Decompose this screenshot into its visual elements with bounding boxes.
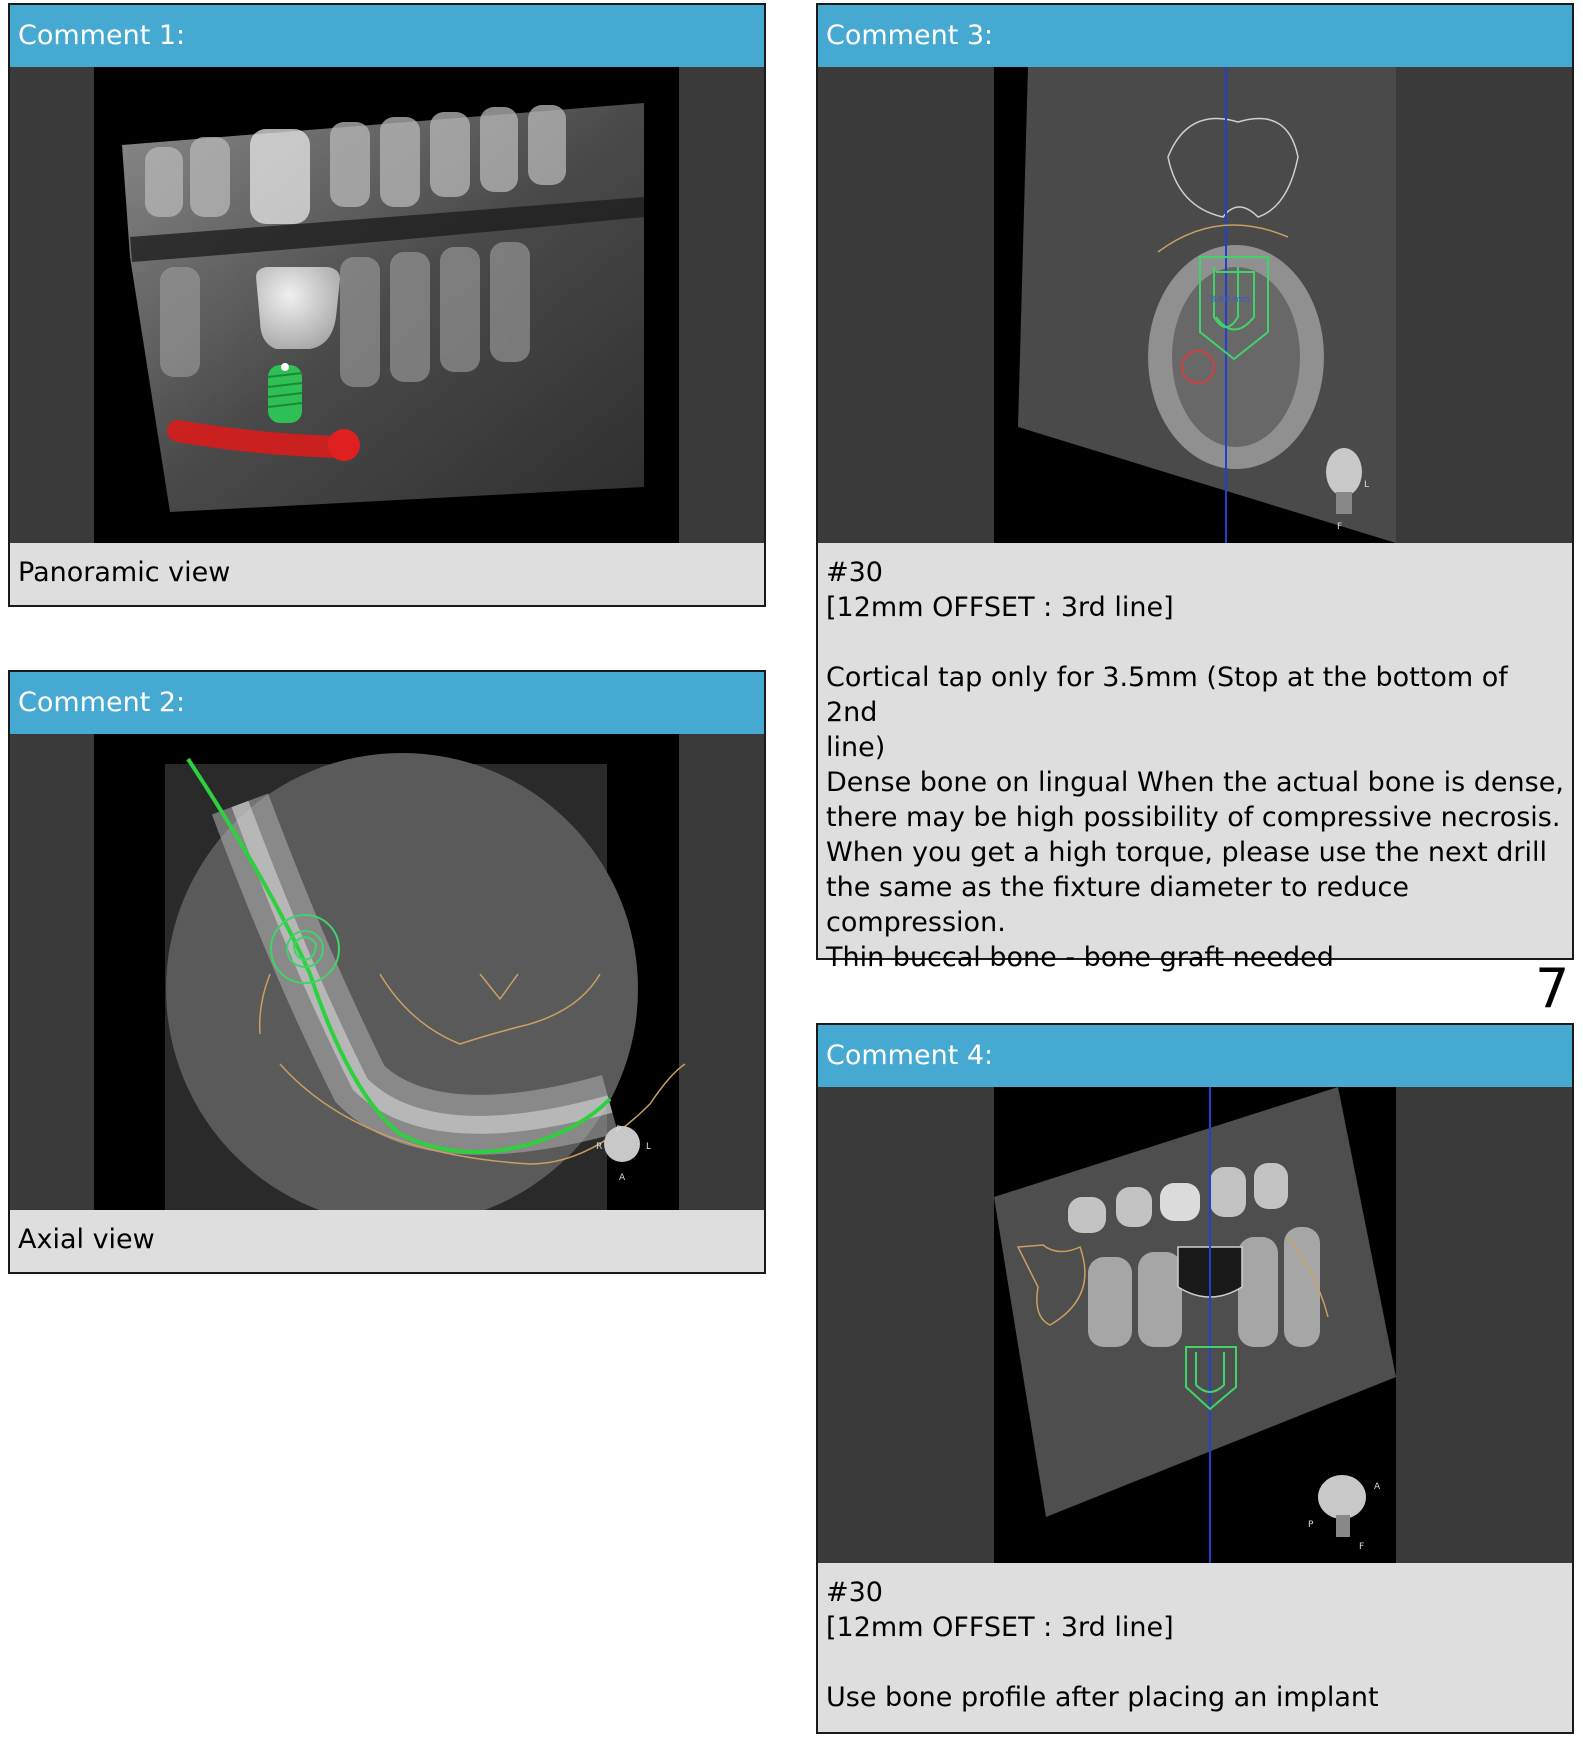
panel-header: Comment 3: bbox=[818, 5, 1572, 67]
panel-caption bbox=[818, 1563, 1572, 1723]
page-number: 7 bbox=[1535, 957, 1570, 1020]
orientation-label: A bbox=[1374, 1482, 1381, 1492]
comment-panel-4 bbox=[816, 1023, 1574, 1734]
caption-line: Dense bone on lingual When the actual bone is dense, bbox=[826, 767, 1564, 798]
sagittal-ct bbox=[818, 1087, 1572, 1563]
cross-section-ct bbox=[818, 67, 1572, 543]
panel-caption bbox=[10, 543, 764, 598]
orientation-label: L bbox=[646, 1142, 652, 1152]
sagittal-image bbox=[818, 1087, 1572, 1563]
caption-line bbox=[826, 625, 1564, 660]
caption-line: Axial view bbox=[18, 1224, 155, 1255]
panel-caption bbox=[818, 543, 1572, 983]
caption-line: Cortical tap only for 3.5mm (Stop at the bottom of 2nd bbox=[826, 662, 1508, 728]
axial-image bbox=[10, 734, 764, 1210]
measurement-label: 3.60 mm bbox=[1210, 295, 1251, 305]
caption-line bbox=[826, 1645, 1564, 1680]
orientation-label: P bbox=[1308, 1520, 1314, 1530]
caption-line: Thin buccal bone - bone graft needed bbox=[826, 942, 1334, 973]
caption-line: Panoramic view bbox=[18, 557, 231, 588]
orientation-label: F bbox=[1337, 522, 1343, 532]
orientation-label: F bbox=[1359, 1542, 1365, 1552]
orientation-label: P bbox=[616, 1125, 622, 1135]
axial-ct bbox=[10, 734, 764, 1210]
panoramic-xray bbox=[10, 67, 764, 543]
caption-line: #30 bbox=[826, 557, 883, 588]
comment-panel-1 bbox=[8, 3, 766, 607]
orientation-label: R bbox=[596, 1142, 603, 1152]
caption-line: Use bone profile after placing an implant bbox=[826, 1682, 1379, 1713]
orientation-label: A bbox=[619, 1173, 626, 1183]
panel-header: Comment 4: bbox=[818, 1025, 1572, 1087]
panel-caption bbox=[10, 1210, 764, 1265]
orientation-label: L bbox=[1364, 480, 1370, 490]
cross-section-image bbox=[818, 67, 1572, 543]
implant-fixture bbox=[268, 363, 302, 423]
caption-line: line) bbox=[826, 732, 886, 763]
caption-line: When you get a high torque, please use the next drill bbox=[826, 837, 1548, 868]
caption-line: [12mm OFFSET : 3rd line] bbox=[826, 592, 1174, 623]
caption-line: #30 bbox=[826, 1577, 883, 1608]
panel-header: Comment 1: bbox=[10, 5, 764, 67]
planned-crown bbox=[256, 267, 340, 349]
comment-panel-2 bbox=[8, 670, 766, 1274]
comment-panel-3 bbox=[816, 3, 1574, 973]
panoramic-image bbox=[10, 67, 764, 543]
caption-line: there may be high possibility of compressive necrosis. bbox=[826, 802, 1561, 833]
caption-line: the same as the fixture diameter to reduce bbox=[826, 872, 1409, 903]
caption-line: [12mm OFFSET : 3rd line] bbox=[826, 1612, 1174, 1643]
panel-header: Comment 2: bbox=[10, 672, 764, 734]
caption-line: compression. bbox=[826, 907, 1006, 938]
